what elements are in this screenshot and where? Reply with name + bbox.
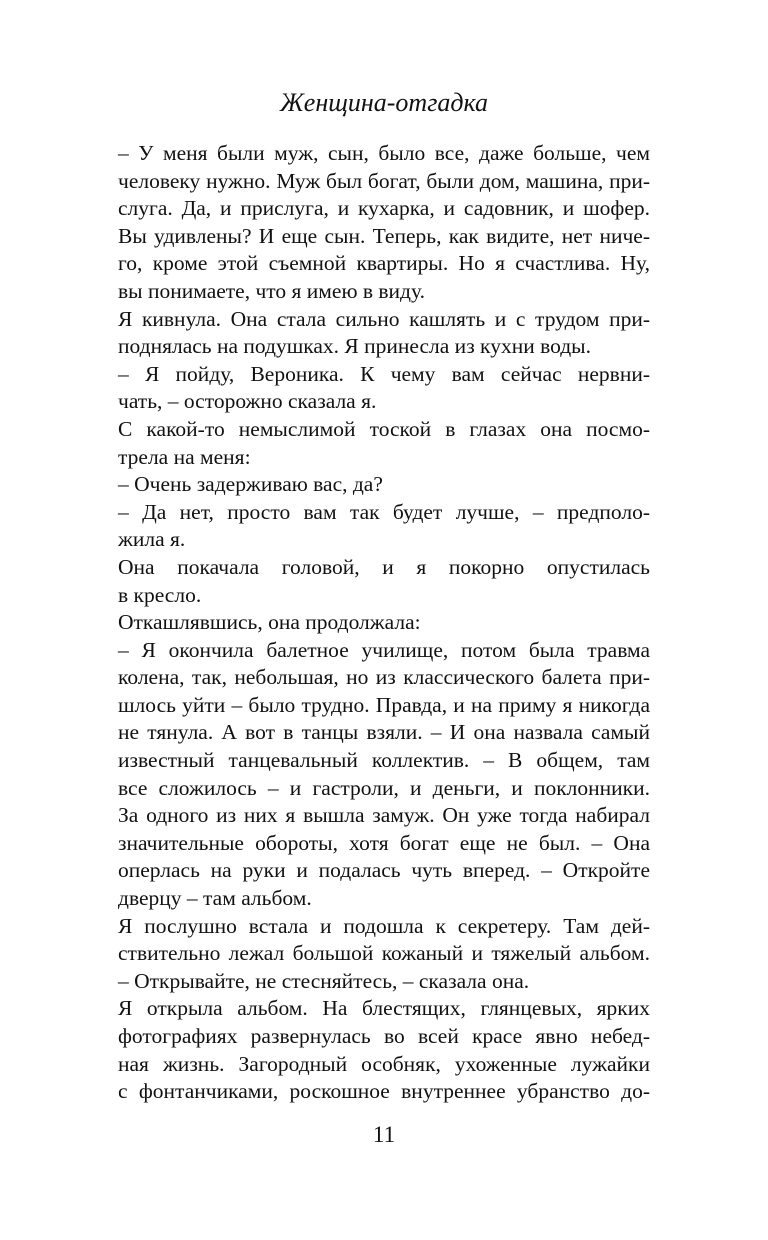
text-line: За одного из них я вышла замуж. Он уже тогда набирал xyxy=(118,803,650,828)
text-line: не тянула. А вот в танцы взяли. – И она назвала самый xyxy=(118,720,650,745)
text-line: трела на меня: xyxy=(118,444,251,469)
text-line: Она покачала головой, и я покорно опустилась xyxy=(118,554,650,579)
text-line: – Очень задерживаю вас, да? xyxy=(118,472,383,497)
text-line: шлось уйти – было трудно. Правда, и на приму я никогда xyxy=(118,692,650,717)
text-line: ствительно лежал большой кожаный и тяжелый альбом. xyxy=(118,941,650,966)
text-line: колена, так, небольшая, но из классического балета при- xyxy=(118,665,650,690)
text-line: – Я пойду, Вероника. К чему вам сейчас нервни- xyxy=(118,361,650,386)
text-line: в кресло. xyxy=(118,582,202,607)
text-line: поднялась на подушках. Я принесла из кухни воды. xyxy=(118,334,591,359)
text-line: го, кроме этой съемной квартиры. Но я счастлива. Ну, xyxy=(118,251,650,276)
text-line: чать, – осторожно сказала я. xyxy=(118,389,377,414)
text-line: С какой-то немыслимой тоской в глазах она посмо- xyxy=(118,416,650,441)
text-line: – Открывайте, не стесняйтесь, – сказала она. xyxy=(118,968,530,993)
running-title: Женщина-отгадка xyxy=(279,88,489,117)
text-line: Я послушно встала и подошла к секретеру. Там дей- xyxy=(118,913,650,938)
text-line: Я открыла альбом. На блестящих, глянцевых, ярких xyxy=(118,996,650,1021)
text-line: вы понимаете, что я имею в виду. xyxy=(118,278,425,303)
page-number: 11 xyxy=(372,1122,396,1147)
text-line: – Я окончила балетное училище, потом была травма xyxy=(118,637,650,662)
text-line: слуга. Да, и прислуга, и кухарка, и садовник, и шофер. xyxy=(118,196,650,221)
text-line: человеку нужно. Муж был богат, были дом, машина, при- xyxy=(118,168,650,193)
text-line: все сложилось – и гастроли, и деньги, и поклонники. xyxy=(118,775,650,800)
text-line: с фонтанчиками, роскошное внутреннее убранство до- xyxy=(118,1079,650,1104)
text-line: фотографиях развернулась во всей красе явно небед- xyxy=(118,1024,650,1048)
text-line: значительные обороты, хотя богат еще не был. – Она xyxy=(118,830,650,855)
text-line: Откашлявшись, она продолжала: xyxy=(118,610,421,635)
text-line: известный танцевальный коллектив. – В общем, там xyxy=(118,748,650,773)
text-line: жила я. xyxy=(118,527,186,552)
text-line: ная жизнь. Загородный особняк, ухоженные лужайки xyxy=(118,1051,650,1076)
text-line: оперлась на руки и подалась чуть вперед. – Откройте xyxy=(118,858,650,883)
text-line: дверцу – там альбом. xyxy=(118,886,312,911)
text-line: – У меня были муж, сын, было все, даже больше, чем xyxy=(118,141,650,165)
text-line: Вы удивлены? И еще сын. Теперь, как видите, нет ниче- xyxy=(118,223,650,248)
text-line: – Да нет, просто вам так будет лучше, – предполо- xyxy=(118,499,650,524)
text-line: Я кивнула. Она стала сильно кашлять и с трудом при- xyxy=(118,306,650,331)
body-text xyxy=(118,140,650,1106)
